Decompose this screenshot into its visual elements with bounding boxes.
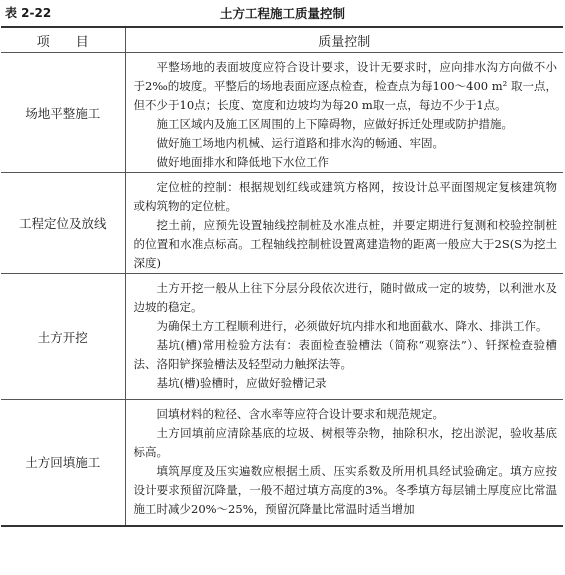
control-paragraph: 挖土前，应预先设置轴线控制桩及水准点桩，并要定期进行复测和校验控制桩的位置和水准点标高。工程轴线控制桩设置离建造物的距离一般应大于2S(S为挖土深度) xyxy=(133,218,557,270)
table-row xyxy=(1,400,563,526)
header-control: 质量控制 xyxy=(125,27,563,53)
control-paragraph: 平整场地的表面坡度应符合设计要求，设计无要求时，应向排水沟方向做不小于2‰的坡度。平整后的场地表面应逐点检查，检查点为每100～400 m² 取一点，但不少于10点；长度、宽度和边坡均为每20 m取一点，每边不少于1点。 xyxy=(133,60,557,112)
control-paragraph: 做好施工场地内机械、运行道路和排水沟的畅通、牢固。 xyxy=(156,136,444,150)
row-control-cell xyxy=(125,400,563,526)
control-paragraph: 填筑厚度及压实遍数应根据土质、压实系数及所用机具经试验确定。填方应按设计要求预留沉降量，一般不超过填方高度的3%。冬季填方每层铺土厚度应比常温施工时减少20%～25%，预留沉降量比常温时适当增加 xyxy=(133,464,557,516)
table-title: 土方工程施工质量控制 xyxy=(219,6,345,21)
row-item-label: 工程定位及放线 xyxy=(1,173,125,274)
row-control-cell xyxy=(125,274,563,400)
row-item-label: 场地平整施工 xyxy=(1,53,125,173)
control-paragraph: 土方回填前应清除基底的垃圾、树根等杂物，抽除积水，挖出淤泥，验收基底标高。 xyxy=(133,426,557,459)
row-item-label: 土方开挖 xyxy=(1,274,125,400)
control-paragraph: 回填材料的粒径、含水率等应符合设计要求和规范规定。 xyxy=(156,407,444,421)
table-row xyxy=(1,274,563,400)
header-item: 项 目 xyxy=(1,27,125,53)
table-row xyxy=(1,53,563,173)
control-paragraph: 做好地面排水和降低地下水位工作 xyxy=(156,155,329,169)
table-header-row xyxy=(1,27,563,53)
row-control-cell xyxy=(125,53,563,173)
control-paragraph: 基坑(槽)验槽时，应做好验槽记录 xyxy=(156,376,327,390)
table-caption xyxy=(0,2,565,22)
row-item-label: 土方回填施工 xyxy=(1,400,125,526)
control-paragraph: 为确保土方工程顺利进行，必须做好坑内排水和地面截水、降水、排洪工作。 xyxy=(156,319,548,333)
table-row xyxy=(1,173,563,274)
quality-control-table xyxy=(1,26,563,527)
control-paragraph: 施工区域内及施工区周围的上下障碍物，应做好拆迁处理或防护措施。 xyxy=(156,117,513,131)
control-paragraph: 定位桩的控制：根据规划红线或建筑方格网，按设计总平面图规定复核建筑物或构筑物的定位桩。 xyxy=(133,180,557,213)
row-control-cell xyxy=(125,173,563,274)
table-number: 表 2-22 xyxy=(5,6,52,20)
control-paragraph: 土方开挖一般从上往下分层分段依次进行，随时做成一定的坡势，以利泄水及边坡的稳定。 xyxy=(133,281,557,314)
control-paragraph: 基坑(槽)常用检验方法有：表面检查验槽法（简称“观察法”）、钎探检查验槽法、洛阳铲探验槽法及轻型动力触探法等。 xyxy=(133,338,557,371)
